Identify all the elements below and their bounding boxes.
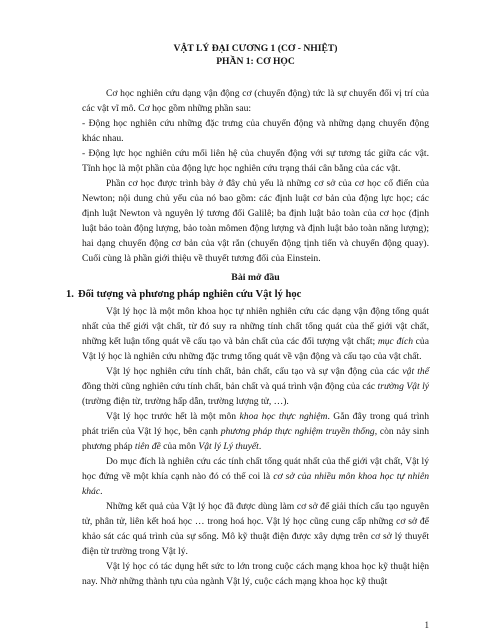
body-paragraph-6: Vật lý học có tác dụng hết sức to lớn trong cuộc cách mạng khoa học kỹ thuật hiện nay. Nhờ những thành tựu của ngành Vật lý, cuộc cách mạng khoa học kỹ thuật [82,561,429,587]
body-paragraph-4: Do mục đích là nghiên cứu các tính chất tổng quát nhất của thế giới vật chất, Vật lý học đứng về một khía cạnh nào đó có thể coi là cơ sở của nhiều môn khoa học tự nhiên khác. [82,456,429,497]
intro-paragraph-1: Cơ học nghiên cứu dạng vận động cơ (chuyển động) tức là sự chuyển đổi vị trí của các vật vĩ mô. Cơ học gồm những phần sau: [82,88,429,114]
heading-1-number: 1. [66,289,74,300]
body-paragraph-3: Vật lý học trước hết là một môn khoa học thực nghiệm. Gắn đây trong quá trình phát triển của Vật lý học, bên cạnh phương pháp thực nghiệm truyền thống, còn nảy sinh phương pháp tiên đề của môn Vật lý Lý thuyết. [82,411,430,452]
body-paragraph-1: Vật lý học là một môn khoa học tự nhiên nghiên cứu các dạng vận động tổng quát nhất của thế giới vật chất, từ đó suy ra những tính chất tổng quát của thế giới vật chất, những kết luận tổng quát về cấu tạo và bản chất của các đối tượng vật chất; mục đích của Vật lý học là nghiên cứu những đặc trưng tổng quát về vận động và cấu tạo của vật chất. [82,306,429,362]
intro-paragraph-2: Phần cơ học được trình bày ở đây chủ yếu là những cơ sở của cơ học cổ điển của Newton; nội dung chủ yếu của nó bao gồm: các định luật cơ bản của động lực học; các định luật Newton và nguyên lý tương đối Galilê; ba định luật bảo toàn của cơ học (định luật bảo toàn động lượng, bảo toàn mômen động lượng và định luật bảo toàn năng lượng); hai dạng chuyển động cơ bản của vật rắn (chuyển động tịnh tiến và chuyển động quay). Cuối cùng là phần giới thiệu về thuyết tương đối của Einstein. [82,178,429,264]
body-paragraph-5: Những kết quả của Vật lý học đã được dùng làm cơ sở để giải thích cấu tạo nguyên tử, phân tử, liên kết hoá học … trong hoá học. Vật lý học cũng cung cấp những cơ sở để khảo sát các quá trình của sự sống. Mô kỹ thuật điện được xây dựng trên cơ sở lý thuyết điện từ trường trong Vật lý. [82,501,429,557]
body-paragraph-2: Vật lý học nghiên cứu tính chất, bản chất, cấu tạo và sự vận động của các vật thể đồng thời cũng nghiên cứu tính chất, bản chất và quá trình vận động của các trường Vật lý (trường điện từ, trường hấp dẫn, trường lượng tử, …). [82,366,429,407]
page-number: 1 [424,620,429,630]
part-title: PHẦN 1: CƠ HỌC [216,56,295,67]
heading-1 [66,289,429,300]
heading-1-text: Đối tượng và phương pháp nghiên cứu Vật lý học [77,289,302,300]
document-title: VẬT LÝ ĐẠI CƯƠNG 1 (CƠ - NHIỆT) [173,43,338,54]
section-title: Bài mở đầu [231,272,280,283]
intro-bullet-kinematics: - Động học nghiên cứu những đặc trưng của chuyển động và những dạng chuyển động khác nhau. [82,118,429,144]
intro-bullet-dynamics: - Động lực học nghiên cứu mối liên hệ của chuyển động với sự tương tác giữa các vật. Tĩnh học là một phần của động lực học nghiên cứu trạng thái cân bằng của các vật. [82,148,429,174]
